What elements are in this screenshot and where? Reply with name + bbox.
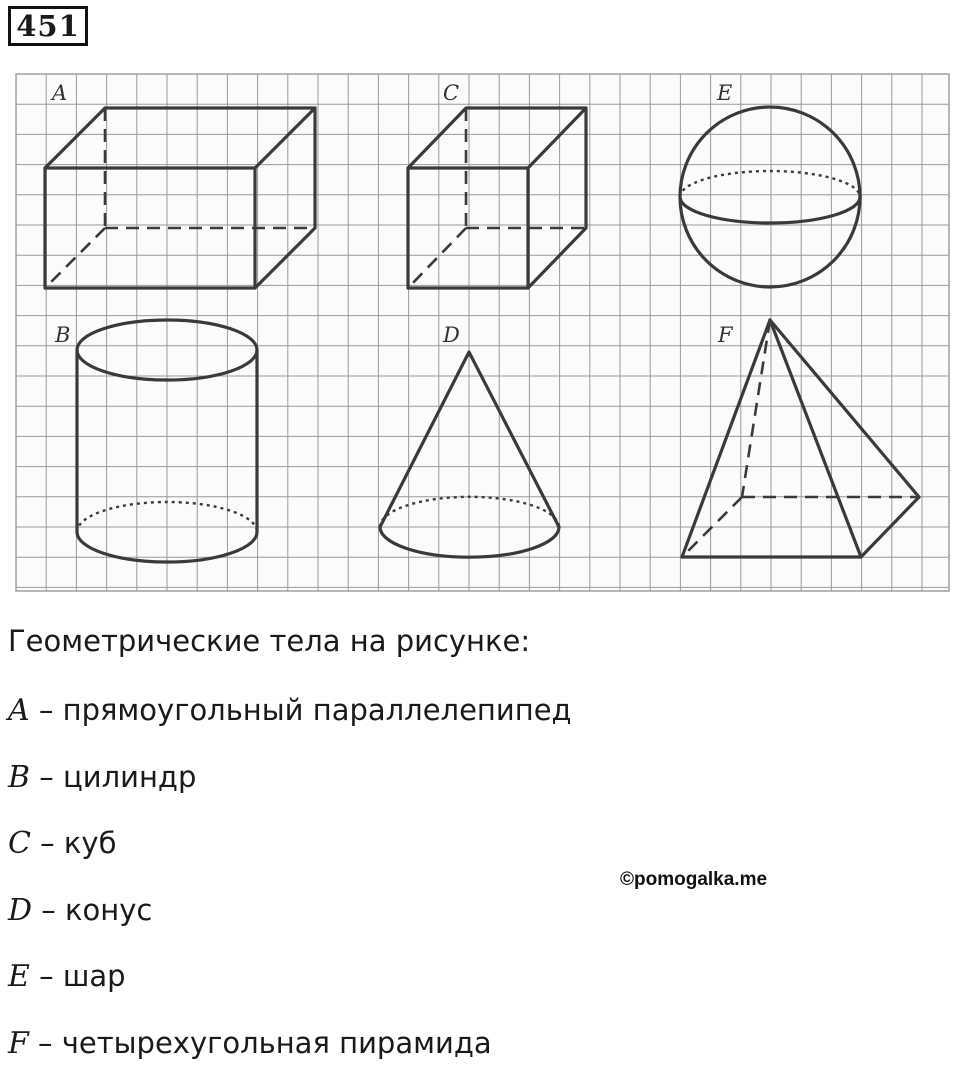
answer-text: прямоугольный параллелепипед [62, 693, 572, 727]
answer-letter: B [8, 759, 31, 795]
label-d: D [443, 323, 460, 347]
label-a: A [52, 81, 68, 105]
label-c: C [443, 81, 460, 105]
answer-dash: – [29, 959, 63, 994]
answer-letter: D [8, 892, 33, 928]
answer-letter: E [8, 959, 30, 995]
task-number: 451 [16, 9, 80, 43]
answer-dash: – [30, 826, 64, 861]
answer-dash: – [29, 693, 63, 727]
label-b: B [55, 323, 71, 347]
answer-text: цилиндр [62, 759, 197, 794]
watermark: ©pomogalka.me [620, 869, 768, 890]
answer-f [8, 1023, 572, 1090]
answer-dash: – [30, 759, 63, 794]
answer-letter: A [8, 693, 30, 728]
answer-text: шар [62, 959, 126, 994]
grid-paper [16, 74, 949, 591]
answer-letter: F [8, 1025, 29, 1061]
answer-a [8, 690, 572, 757]
answer-d [8, 890, 572, 957]
answer-letter: C [8, 826, 31, 862]
answer-c [8, 823, 572, 890]
intro-text: Геометрические тела на рисунке: [8, 624, 531, 658]
answer-dash: – [32, 892, 65, 927]
answer-dash: – [28, 1025, 62, 1060]
answer-text: четырехугольная пирамида [61, 1025, 492, 1060]
label-e: E [717, 81, 733, 105]
answer-text: куб [63, 826, 117, 861]
answer-text: конус [65, 892, 153, 927]
answer-list [8, 690, 572, 1090]
answer-b [8, 757, 572, 824]
label-f: F [718, 323, 733, 347]
answer-e [8, 956, 572, 1023]
